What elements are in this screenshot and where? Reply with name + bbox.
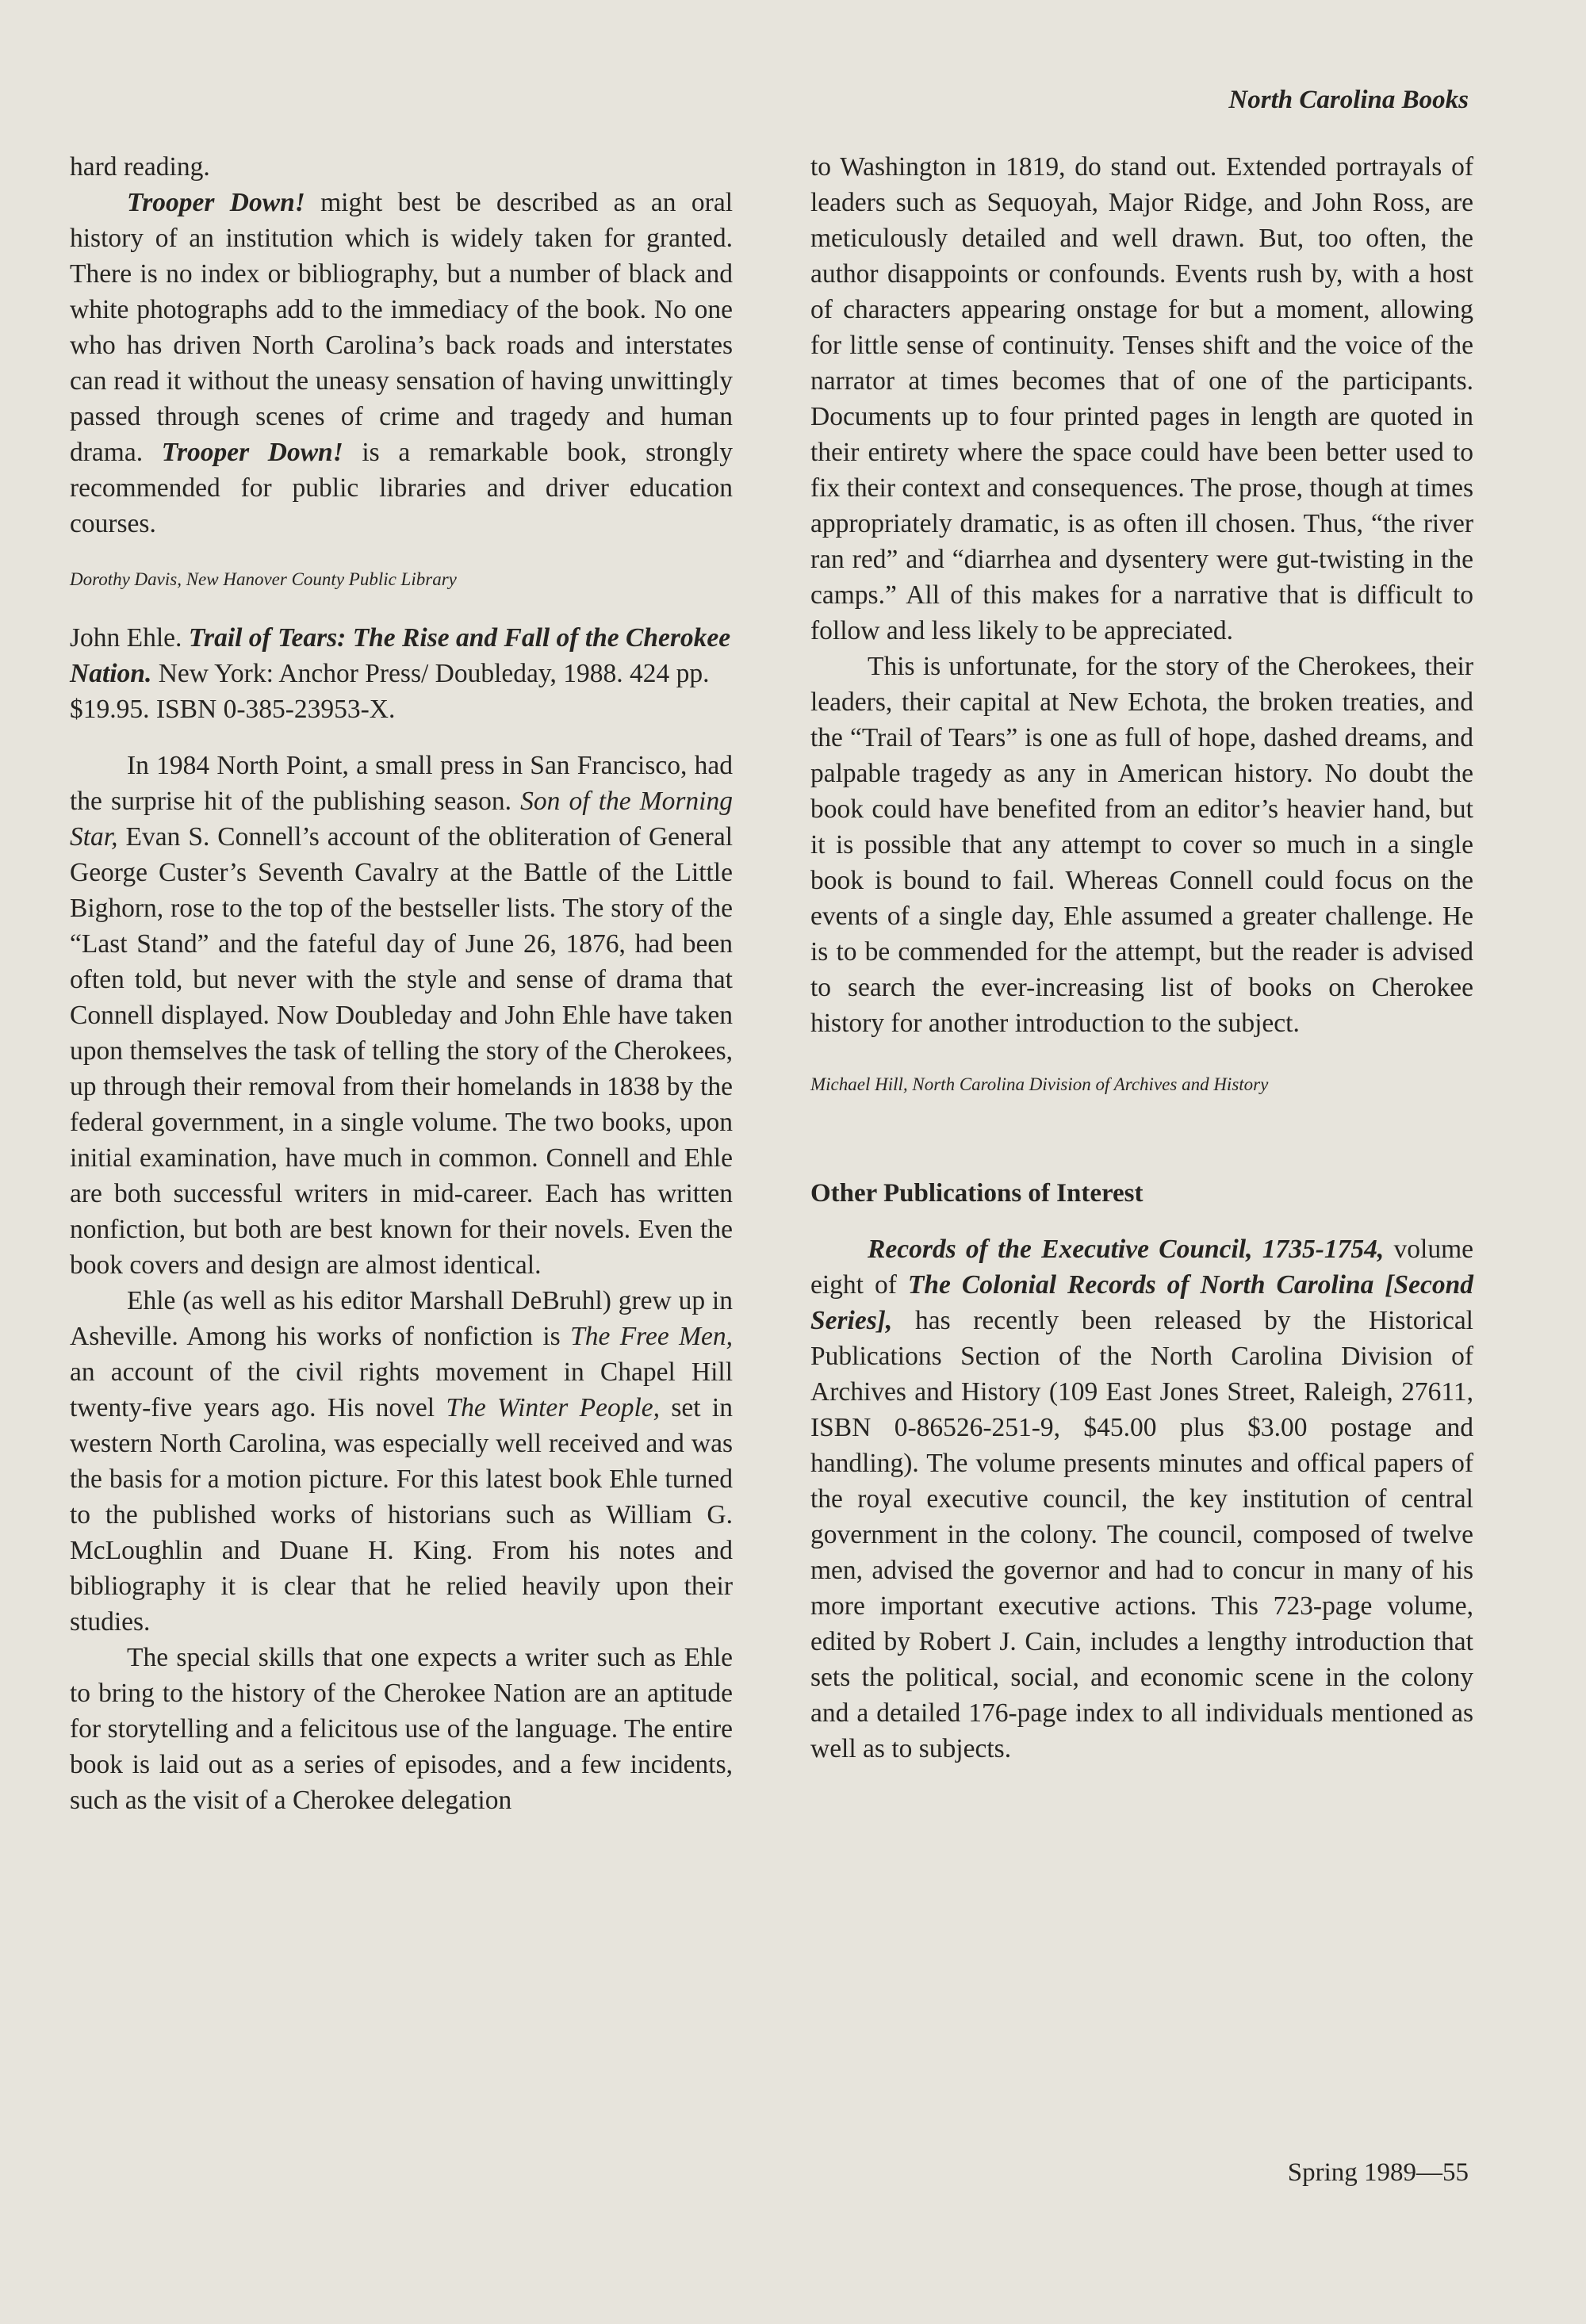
book-title: Records of the Executive Council, 1735-1754, <box>868 1235 1385 1264</box>
book-title: Son of the Morning Star, <box>70 787 733 852</box>
review-paragraph: The special skills that one expects a writer such as Ehle to bring to the history of the Cherokee Nation are an aptitude for storytelling and a felicitous use of the language. The entire book is laid out as a series of episodes, and a few incidents, such as the visit of a Cherokee delegation <box>70 1643 733 1815</box>
book-title: The Winter People, <box>446 1393 661 1422</box>
left-column <box>70 149 733 1818</box>
review-paragraph: In 1984 North Point, a small press in San Francisco, had the surprise hit of the publishing season. Son of the Morning Star, Evan S. Connell’s account of the obliteration of General George Custer’s Seventh Cavalry at the Battle of the Little Bighorn, rose to the top of the bestseller lists. The story of the “Last Stand” and the fateful day of June 26, 1876, had been often told, but never with the style and sense of drama that Connell displayed. Now Doubleday and John Ehle have taken upon themselves the task of telling the story of the Cherokees, up through their removal from their homelands in 1838 by the federal government, in a single volume. The two books, upon initial examination, have much in common. Connell and Ehle are both successful writers in mid-career. Each has written nonfiction, but both are best known for their novels. Even the book covers and design are almost identical. <box>70 751 733 1280</box>
review-paragraph: to Washington in 1819, do stand out. Extended portrayals of leaders such as Sequoyah, Major Ridge, and John Ross, are meticulously detailed and well drawn. But, too often, the author disappoints or confounds. Events rush by, with a host of characters appearing onstage for but a moment, allowing for little sense of continuity. Tenses shift and the voice of the narrator at times becomes that of one of the participants. Documents up to four printed pages in length are quoted in their entirety where the space could have been better used to fix their context and consequences. The prose, though at times appropriately dramatic, is as often ill chosen. Thus, “the river ran red” and “diarrhea and dysentery were gut-twisting in the camps.” All of this makes for a narrative that is difficult to follow and less likely to be appreciated. <box>810 152 1473 645</box>
paragraph-trooper-down: Trooper Down! might best be described as an oral history of an institution which is widely taken for granted. There is no index or bibliography, but a number of black and white photographs add to the immediacy of the book. No one who has driven North Carolina’s back roads and interstates can read it without the uneasy sensation of having unwittingly passed through scenes of crime and tragedy and human drama. Trooper Down! is a remarkable book, strongly recommended for public libraries and driver education courses. <box>70 188 733 538</box>
publication-paragraph: Records of the Executive Council, 1735-1754, volume eight of The Colonial Records of North Carolina [Second Series], has recently been released by the Historical Publications Section of the North Carolina Division of Archives and History (109 East Jones Street, Raleigh, 27611, ISBN 0-86526-251-9, $45.00 plus $3.00 postage and handling). The volume presents minutes and offical papers of the royal executive council, the key institution of central government in the colony. The council, composed of twelve men, advised the governor and had to concur in many of his more important executive actions. This 723-page volume, edited by Robert J. Cain, includes a lengthy introduction that sets the political, social, and economic scene in the colony and a detailed 176-page index to all individuals mentioned as well as to subjects. <box>810 1235 1474 1763</box>
reviewer-signature: Michael Hill, North Carolina Division of Archives and History <box>810 1074 1269 1094</box>
book-title: The Free Men, <box>570 1322 734 1351</box>
book-title: Trooper Down! <box>161 438 343 467</box>
running-head: North Carolina Books <box>1228 86 1469 114</box>
book-title: Trail of Tears: The Rise and Fall of the Cherokee Nation. <box>70 623 731 688</box>
paragraph-continuation: hard reading. <box>70 152 210 182</box>
reviewer-signature: Dorothy Davis, New Hanover County Public Library <box>70 569 457 589</box>
right-column <box>810 149 1473 1767</box>
page-folio: Spring 1989—55 <box>1287 2158 1469 2187</box>
book-title: Trooper Down! <box>127 188 305 217</box>
section-heading: Other Publications of Interest <box>810 1179 1144 1208</box>
review-paragraph: Ehle (as well as his editor Marshall DeBruhl) grew up in Asheville. Among his works of nonfiction is The Free Men, an account of the civil rights movement in Chapel Hill twenty-five years ago. His novel The Winter People, set in western North Carolina, was especially well received and was the basis for a motion picture. For this latest book Ehle turned to the published works of historians such as William G. McLoughlin and Duane H. King. From his notes and bibliography it is clear that he relied heavily upon their studies. <box>70 1286 734 1637</box>
book-title: The Colonial Records of North Carolina [Second Series], <box>810 1270 1474 1335</box>
book-citation: John Ehle. Trail of Tears: The Rise and Fall of the Cherokee Nation. New York: Anchor Press/ Doubleday, 1988. 424 pp. $19.95. ISBN 0-385-23953-X. <box>70 623 731 724</box>
review-paragraph: This is unfortunate, for the story of the Cherokees, their leaders, their capital at New Echota, the broken treaties, and the “Trail of Tears” is one as full of hope, dashed dreams, and palpable tragedy as any in American history. No doubt the book could have benefited from an editor’s heavier hand, but it is possible that any attempt to cover so much in a single book is bound to fail. Whereas Connell could focus on the events of a single day, Ehle assumed a greater challenge. He is to be commended for the attempt, but the reader is advised to search the ever-increasing list of books on Cherokee history for another introduction to the subject. <box>810 652 1473 1038</box>
